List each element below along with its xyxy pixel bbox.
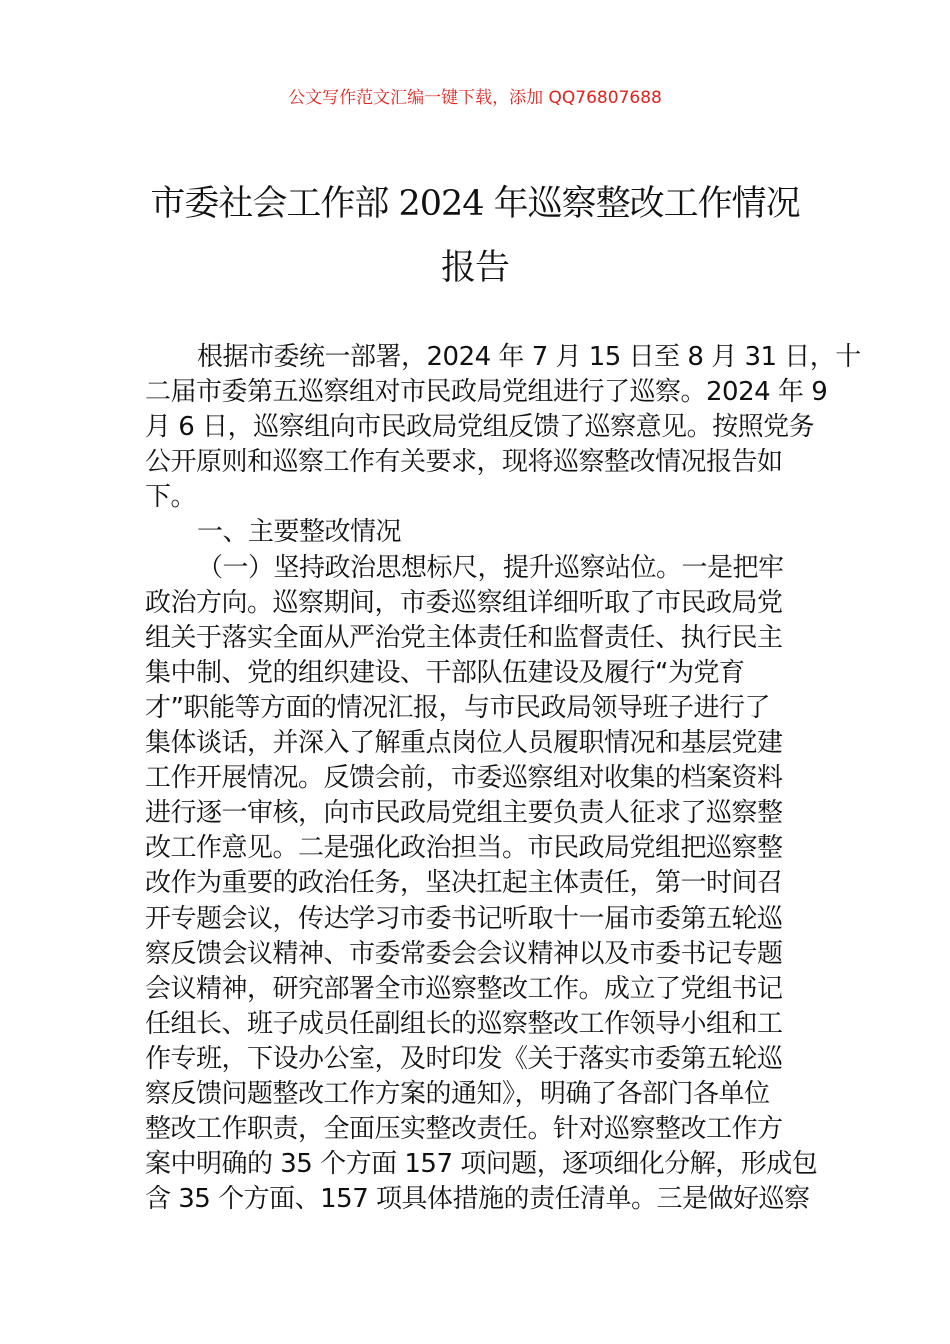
body-line: 集中制、党的组织建设、干部队伍建设及履行“为党育 [145, 657, 745, 688]
body-line: 组关于落实全面从严治党主体责任和监督责任、执行民主 [145, 622, 783, 653]
body-line: 含 35 个方面、157 项具体措施的责任清单。三是做好巡察 [145, 1184, 810, 1215]
body-line: 政治方向。巡察期间，市委巡察组详细听取了市民政局党 [145, 587, 783, 618]
section-heading: 一、主要整改情况 [197, 517, 402, 548]
body-line: 二届市委第五巡察组对市民政局党组进行了巡察。2024 年 9 [145, 377, 828, 408]
body-line: 案中明确的 35 个方面 157 项问题，逐项细化分解，形成包 [145, 1149, 818, 1180]
body-line: 集体谈话，并深入了解重点岗位人员履职情况和基层党建 [145, 728, 783, 759]
body-line: 公开原则和巡察工作有关要求，现将巡察整改情况报告如 [145, 447, 783, 478]
body-line: 整改工作职责，全面压实整改责任。针对巡察整改工作方 [145, 1114, 783, 1145]
document-title-line-1: 市委社会工作部 2024 年巡察整改工作情况 [150, 184, 800, 224]
body-line: 改工作意见。二是强化政治担当。市民政局党组把巡察整 [145, 833, 783, 864]
body-line: 改作为重要的政治任务，坚决扛起主体责任，第一时间召 [145, 868, 783, 899]
body-line: （一）坚持政治思想标尺，提升巡察站位。一是把牢 [197, 552, 784, 583]
document-title-line-2: 报告 [440, 248, 509, 288]
promo-banner: 公文写作范文汇编一键下载，添加 QQ76807688 [288, 88, 662, 108]
body-line: 作专班，下设办公室，及时印发《关于落实市委第五轮巡 [145, 1043, 783, 1074]
body-line: 下。 [145, 482, 197, 513]
body-line: 察反馈会议精神、市委常委会会议精神以及市委书记专题 [145, 938, 783, 969]
body-line: 月 6 日，巡察组向市民政局党组反馈了巡察意见。按照党务 [145, 412, 815, 443]
document-body [145, 340, 861, 1217]
body-line: 任组长、班子成员任副组长的巡察整改工作领导小组和工 [145, 1008, 783, 1039]
body-line: 才”职能等方面的情况汇报，与市民政局领导班子进行了 [145, 692, 770, 723]
body-line: 察反馈问题整改工作方案的通知》，明确了各部门各单位 [145, 1078, 770, 1109]
body-line: 会议精神，研究部署全市巡察整改工作。成立了党组书记 [145, 973, 783, 1004]
body-line: 工作开展情况。反馈会前，市委巡察组对收集的档案资料 [145, 763, 783, 794]
body-line: 根据市委统一部署，2024 年 7 月 15 日至 8 月 31 日，十 [197, 342, 861, 372]
body-line: 进行逐一审核，向市民政局党组主要负责人征求了巡察整 [145, 798, 783, 829]
body-line: 开专题会议，传达学习市委书记听取十一届市委第五轮巡 [145, 903, 783, 934]
